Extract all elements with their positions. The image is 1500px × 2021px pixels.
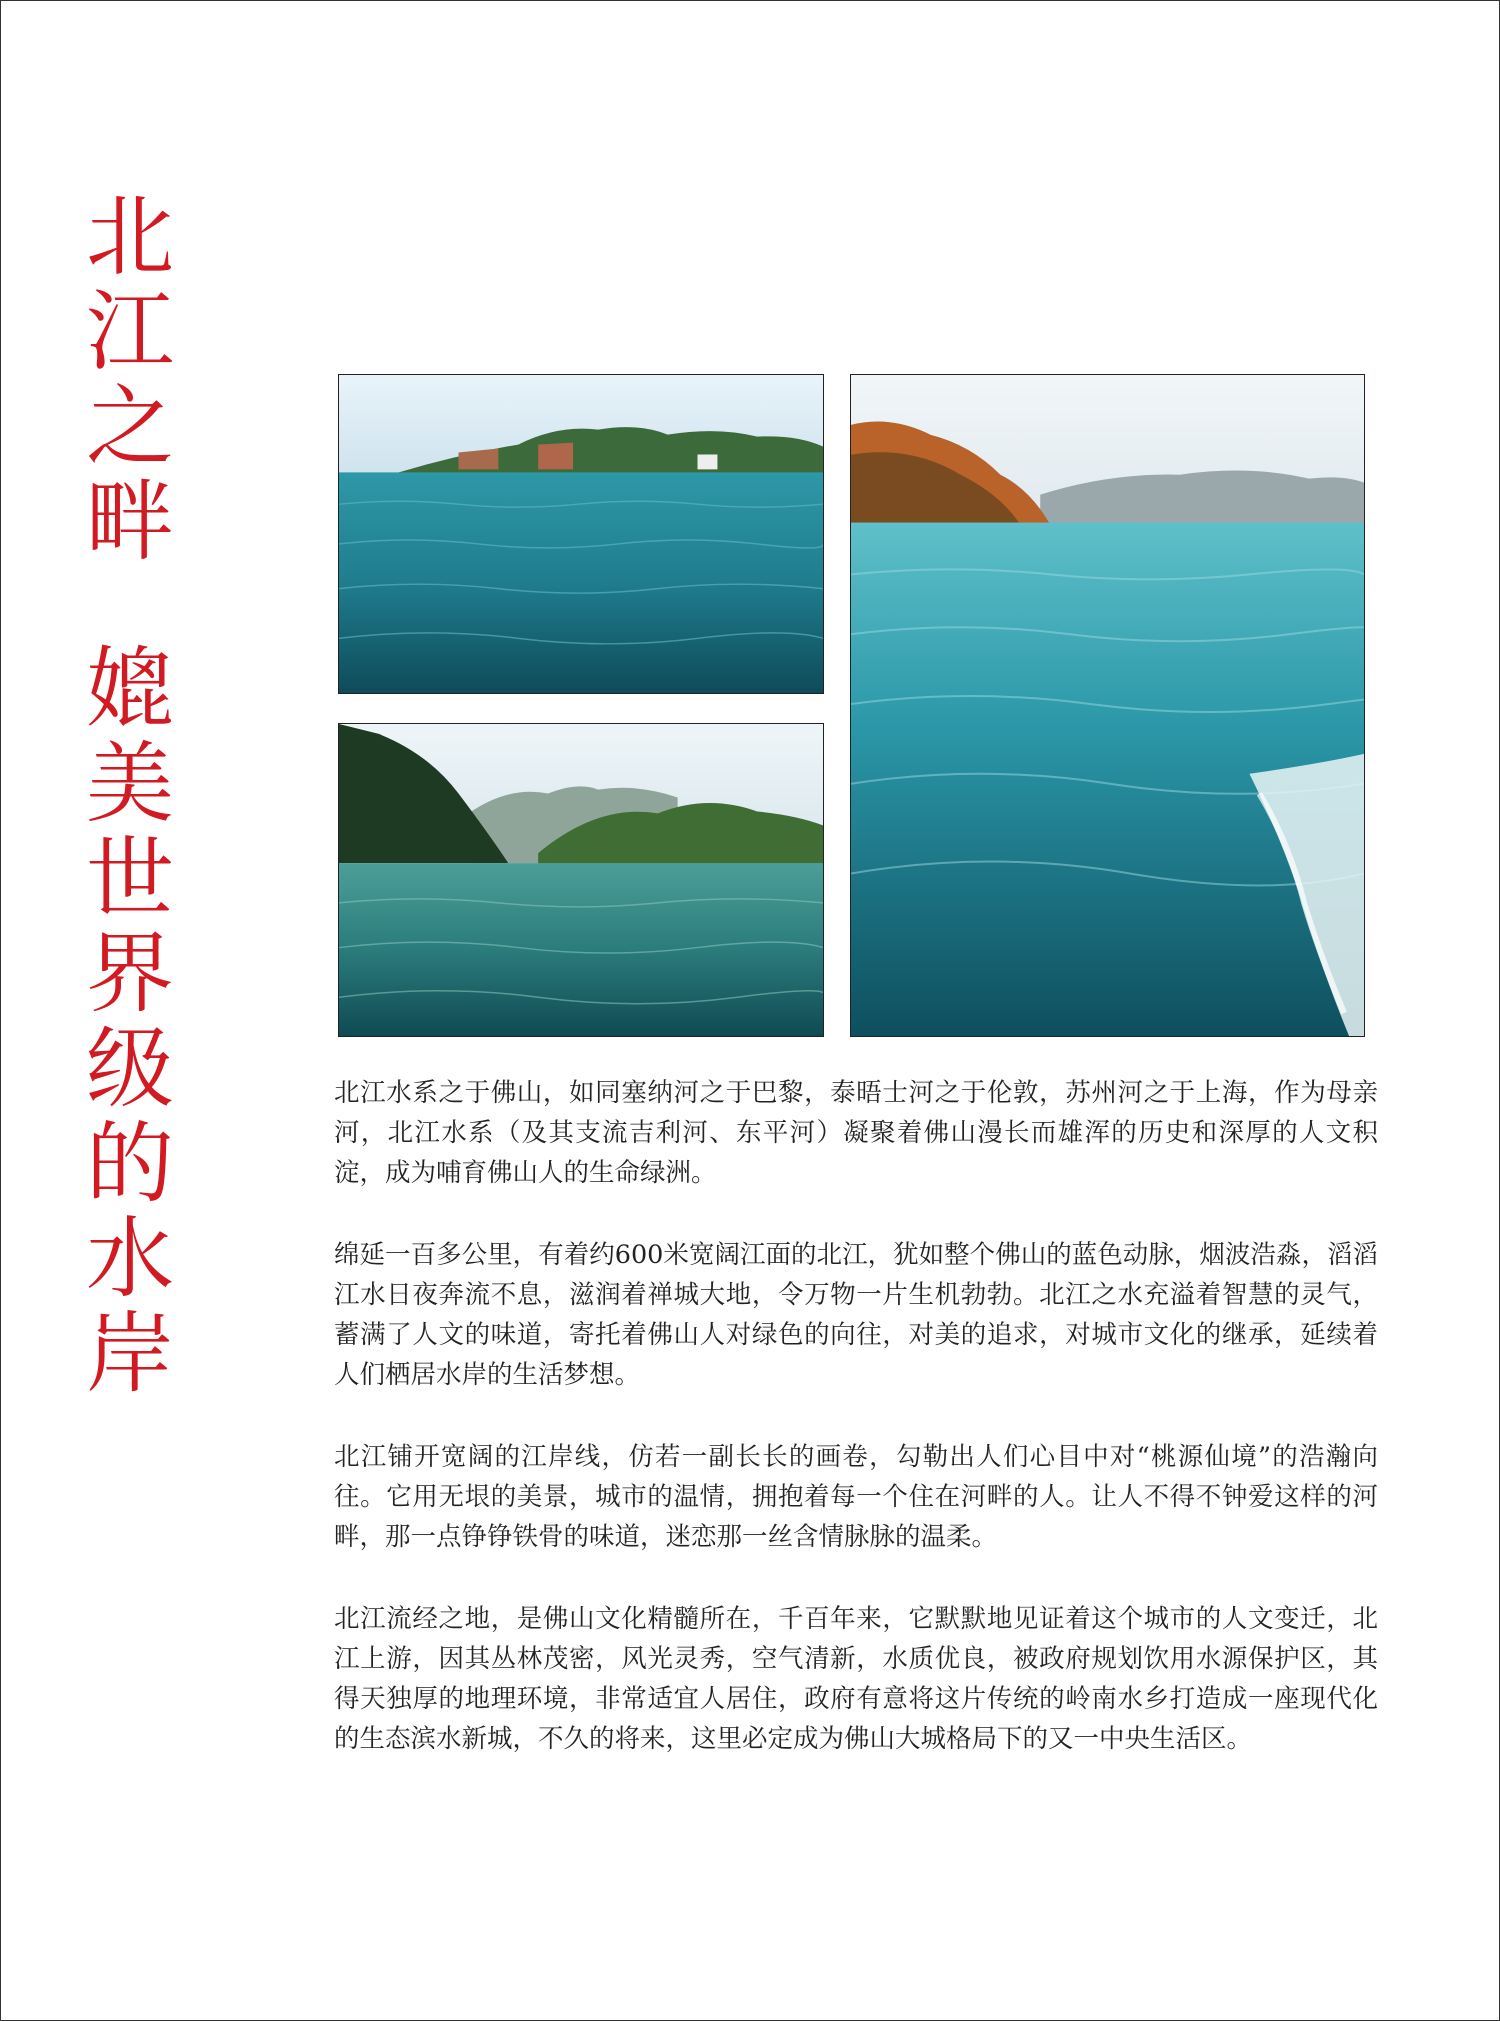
river-with-boat-wake-photo xyxy=(850,374,1365,1037)
paragraph-1: 北江水系之于佛山，如同塞纳河之于巴黎，泰晤士河之于伦敦，苏州河之于上海，作为母亲河，北江水系（及其支流吉利河、东平河）凝聚着佛山漫长而雄浑的历史和深厚的人文积淀，成为哺育佛山人的生命绿洲。 xyxy=(334,1078,1378,1188)
title-line-2: 媲美世界级的水岸 xyxy=(85,637,174,1405)
paragraph-4: 北江流经之地，是佛山文化精髓所在，千百年来，它默默地见证着这个城市的人文变迁，北江上游，因其丛林茂密，风光灵秀，空气清新，水质优良，被政府规划饮用水源保护区，其得天独厚的地理环境，非常适宜人居住，政府有意将这片传统的岭南水乡打造成一座现代化的生态滨水新城，不久的将来，这里必定成为佛山大城格局下的又一中央生活区。 xyxy=(334,1604,1378,1754)
title-line-1: 北江之畔 xyxy=(85,185,174,573)
paragraph-3: 北江铺开宽阔的江岸线，仿若一副长长的画卷，勾勒出人们心目中对“桃源仙境”的浩瀚向往。它用无垠的美景，城市的温情，拥抱着每一个住在河畔的人。让人不得不钟爱这样的河畔，那一点铮铮铁骨的味道，迷恋那一丝含情脉脉的温柔。 xyxy=(334,1442,1378,1552)
body-text xyxy=(334,1073,1378,1801)
paragraph-2: 绵延一百多公里，有着约600米宽阔江面的北江，犹如整个佛山的蓝色动脉，烟波浩淼，滔滔江水日夜奔流不息，滋润着禅城大地，令万物一片生机勃勃。北江之水充溢着智慧的灵气，蓄满了人文的味道，寄托着佛山人对绿色的向往，对美的追求，对城市文化的继承，延续着人们栖居水岸的生活梦想。 xyxy=(334,1240,1378,1390)
river-with-distant-town-photo xyxy=(338,374,824,694)
river-with-green-hills-photo xyxy=(338,723,824,1037)
